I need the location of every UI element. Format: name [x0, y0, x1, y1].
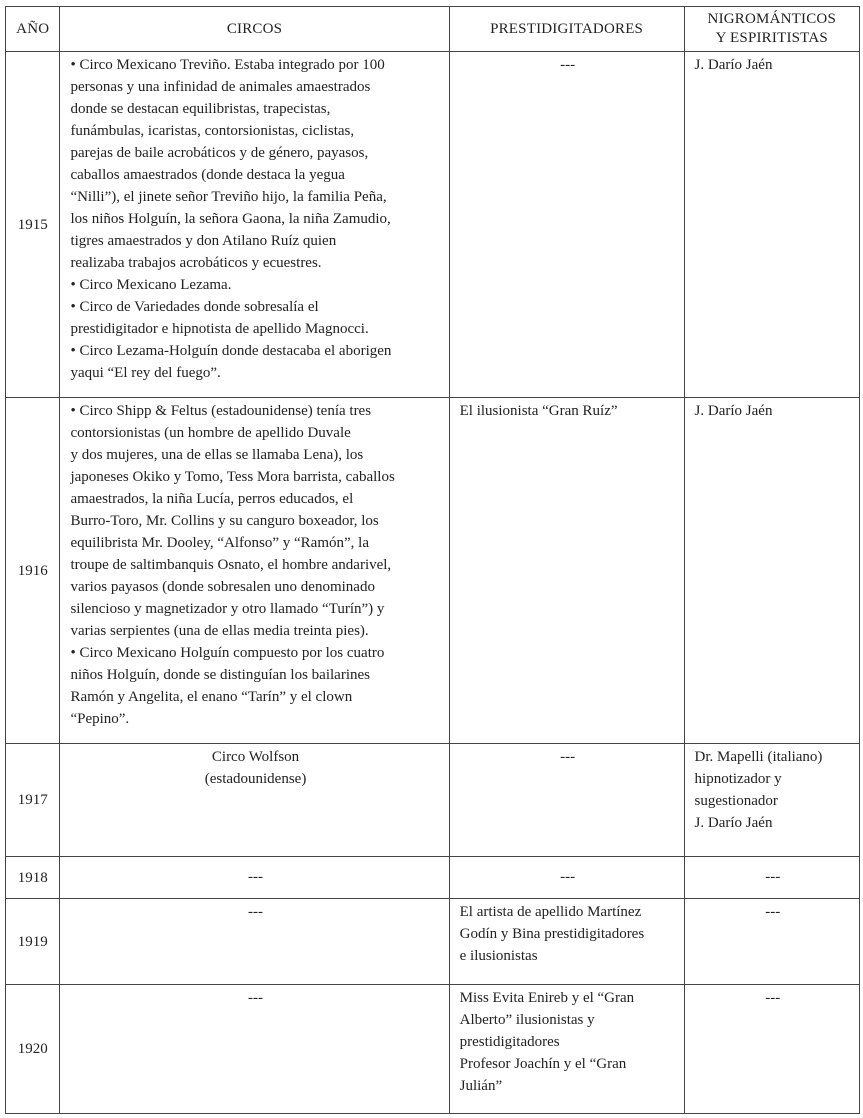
- header-circos: CIRCOS: [60, 7, 449, 52]
- circos-cell: [60, 744, 449, 857]
- circos-line: funámbulas, icaristas, contorsionistas, ciclistas,: [70, 123, 355, 139]
- circos-line: realizaba trabajos acrobáticos y ecuestres.: [70, 255, 322, 271]
- prestidigitadores-line: e ilusionistas: [459, 948, 538, 964]
- prestidigitadores-cell: [449, 899, 684, 985]
- year-cell: 1920: [6, 985, 60, 1114]
- nigromanticos-cell: ---: [684, 899, 859, 985]
- circos-cell: [60, 398, 449, 744]
- circos-line: equilibrista Mr. Dooley, “Alfonso” y “Ramón”, la: [70, 535, 369, 551]
- circos-line: caballos amaestrados (donde destaca la yegua: [70, 167, 345, 183]
- circus-performers-table: [5, 6, 860, 1114]
- prestidigitadores-cell: ---: [449, 857, 684, 899]
- nigromanticos-cell: [684, 744, 859, 857]
- nigromanticos-cell: ---: [684, 857, 859, 899]
- nigromanticos-line: hipnotizador y: [694, 771, 782, 787]
- circos-line: Ramón y Angelita, el enano “Tarín” y el clown: [70, 689, 353, 705]
- circos-cell: ---: [60, 985, 449, 1114]
- nigromanticos-cell: J. Darío Jaén: [684, 398, 859, 744]
- prestidigitadores-line: Alberto” ilusionistas y: [459, 1012, 595, 1028]
- prestidigitadores-line: Miss Evita Enireb y el “Gran: [459, 990, 635, 1006]
- circos-line: • Circo Mexicano Holguín compuesto por los cuatro: [70, 645, 385, 661]
- circos-line: y dos mujeres, una de ellas se llamaba Lena), los: [70, 447, 364, 463]
- nigromanticos-cell: ---: [684, 985, 859, 1114]
- circos-line: • Circo Mexicano Treviño. Estaba integrado por 100: [70, 57, 385, 73]
- table-row: [6, 899, 860, 985]
- circos-line: Burro-Toro, Mr. Collins y su canguro boxeador, los: [70, 513, 379, 529]
- header-nigromanticos: NIGROMÁNTICOS Y ESPIRITISTAS: [684, 7, 859, 52]
- prestidigitadores-cell: ---: [449, 744, 684, 857]
- header-prestidigitadores: PRESTIDIGITADORES: [449, 7, 684, 52]
- circos-line: japoneses Okiko y Tomo, Tess Mora barrista, caballos: [70, 469, 395, 485]
- circos-line: troupe de saltimbanquis Osnato, el hombre andarivel,: [70, 557, 392, 573]
- table-row: [6, 744, 860, 857]
- prestidigitadores-cell: ---: [449, 52, 684, 398]
- year-cell: 1917: [6, 744, 60, 857]
- table-row: [6, 985, 860, 1114]
- circos-line: varios payasos (donde sobresalen uno denominado: [70, 579, 375, 595]
- prestidigitadores-line: Godín y Bina prestidigitadores: [459, 926, 645, 942]
- circos-line: “Nilli”), el jinete señor Treviño hijo, la familia Peña,: [70, 189, 387, 205]
- year-cell: 1916: [6, 398, 60, 744]
- nigromanticos-line: sugestionador: [694, 793, 778, 809]
- prestidigitadores-line: Julián”: [459, 1078, 503, 1094]
- prestidigitadores-cell: [449, 985, 684, 1114]
- circos-line: contorsionistas (un hombre de apellido Duvale: [70, 425, 351, 441]
- circos-line: • Circo Mexicano Lezama.: [70, 277, 232, 293]
- circos-line: silencioso y magnetizador y otro llamado “Turín”) y: [70, 601, 385, 617]
- circos-line: tigres amaestrados y don Atilano Ruíz quien: [70, 233, 337, 249]
- circos-line: • Circo Shipp & Feltus (estadounidense) tenía tres: [70, 403, 372, 419]
- prestidigitadores-line: El artista de apellido Martínez: [459, 904, 642, 920]
- circos-line: • Circo Lezama-Holguín donde destacaba el aborigen: [70, 343, 392, 359]
- circos-line: Circo Wolfson: [211, 749, 300, 765]
- circos-line: donde se destacan equilibristas, trapecistas,: [70, 101, 331, 117]
- circos-cell: [60, 52, 449, 398]
- circos-line: prestidigitador e hipnotista de apellido Magnocci.: [70, 321, 369, 337]
- circos-line: amaestrados, la niña Lucía, perros educados, el: [70, 491, 354, 507]
- year-cell: 1919: [6, 899, 60, 985]
- table-row: [6, 857, 860, 899]
- table-row: [6, 398, 860, 744]
- prestidigitadores-line: Profesor Joachín y el “Gran: [459, 1056, 627, 1072]
- circos-line: parejas de baile acrobáticos y de género, payasos,: [70, 145, 369, 161]
- circos-line: niños Holguín, donde se distinguían los bailarines: [70, 667, 370, 683]
- circos-line: • Circo de Variedades donde sobresalía el: [70, 299, 319, 315]
- circos-cell: ---: [60, 899, 449, 985]
- year-cell: 1915: [6, 52, 60, 398]
- circos-line: yaqui “El rey del fuego”.: [70, 365, 221, 381]
- circos-cell: ---: [60, 857, 449, 899]
- prestidigitadores-cell: El ilusionista “Gran Ruíz”: [449, 398, 684, 744]
- circos-line: los niños Holguín, la señora Gaona, la niña Zamudio,: [70, 211, 391, 227]
- table-row: [6, 52, 860, 398]
- year-cell: 1918: [6, 857, 60, 899]
- prestidigitadores-line: prestidigitadores: [459, 1034, 560, 1050]
- header-year: AÑO: [6, 7, 60, 52]
- nigromanticos-line: Dr. Mapelli (italiano): [694, 749, 823, 765]
- circos-line: varias serpientes (una de ellas media treinta pies).: [70, 623, 369, 639]
- circos-line: (estadounidense): [204, 771, 307, 787]
- circos-line: “Pepino”.: [70, 711, 130, 727]
- nigromanticos-line: J. Darío Jaén: [694, 815, 773, 831]
- circos-line: personas y una infinidad de animales amaestrados: [70, 79, 371, 95]
- header-row: [6, 7, 860, 52]
- nigromanticos-cell: J. Darío Jaén: [684, 52, 859, 398]
